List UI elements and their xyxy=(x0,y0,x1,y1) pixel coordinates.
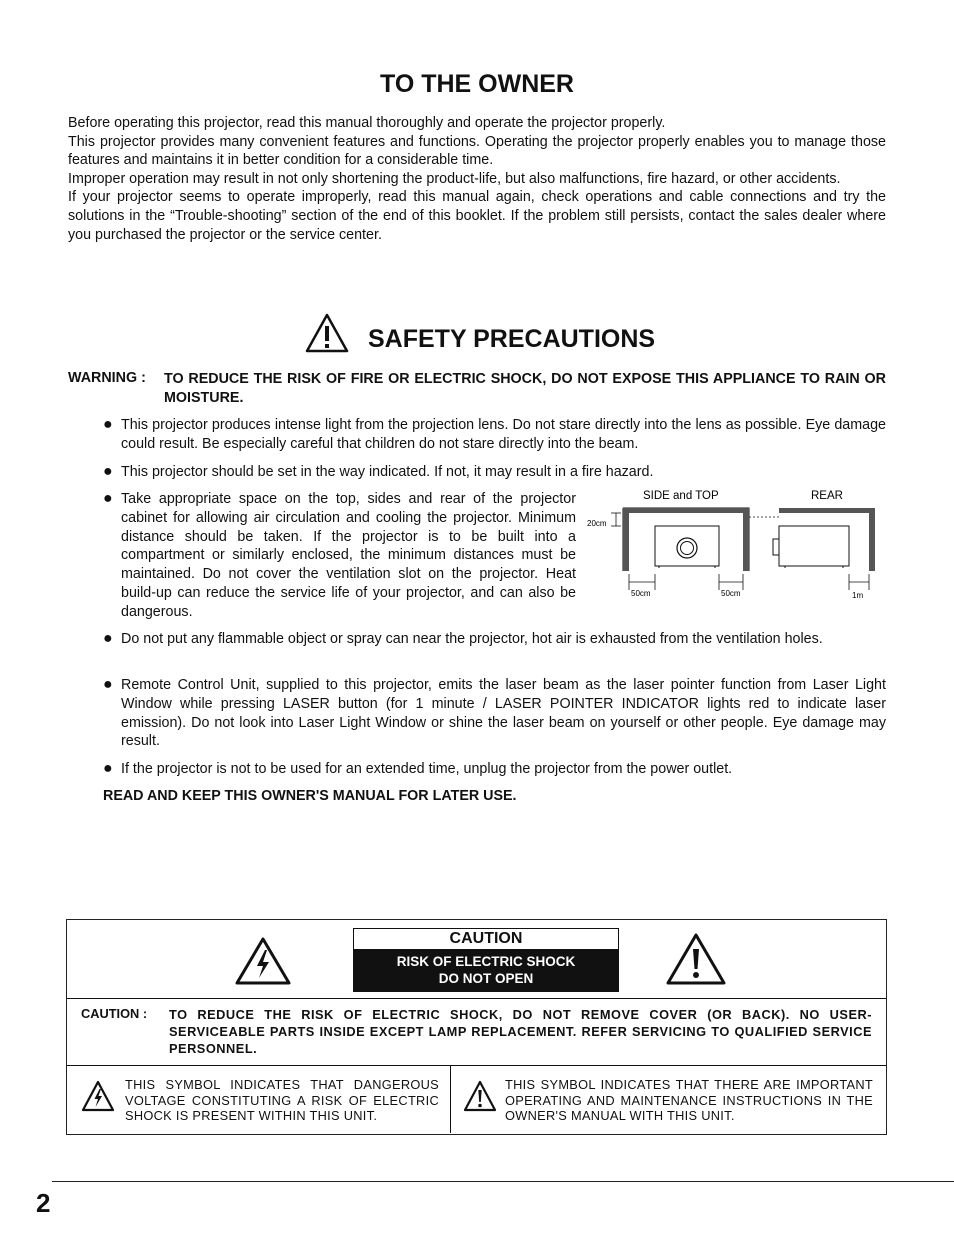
bullet-dot: ● xyxy=(103,760,113,777)
diagram-rear-label: REAR xyxy=(811,490,843,502)
warning-text: TO REDUCE THE RISK OF FIRE OR ELECTRIC SHOCK, DO NOT EXPOSE THIS APPLIANCE TO RAIN OR MOISTURE. xyxy=(164,371,886,406)
bullet-dot: ● xyxy=(103,416,113,433)
exclamation-symbol-description: THIS SYMBOL INDICATES THAT THERE ARE IMPORTANT OPERATING AND MAINTENANCE INSTRUCTIONS IN THE OWNER'S MANUAL WITH THIS UNIT. xyxy=(505,1077,873,1124)
clearance-diagram xyxy=(585,486,885,606)
bullet-dot: ● xyxy=(103,463,113,480)
bullet-dot: ● xyxy=(103,490,113,507)
owner-intro xyxy=(68,114,886,244)
keep-manual-note: READ AND KEEP THIS OWNER'S MANUAL FOR LATER USE. xyxy=(103,788,517,804)
diagram-right-gap: 50cm xyxy=(721,589,741,598)
bullet-item: If the projector is not to be used for an extended time, unplug the projector from the power outlet. xyxy=(121,761,733,777)
footer-rule xyxy=(52,1181,954,1182)
divider xyxy=(450,1065,451,1133)
diagram-top-gap: 20cm xyxy=(587,519,607,528)
bullet-dot: ● xyxy=(103,676,113,693)
caution-label-warning xyxy=(354,949,618,991)
divider xyxy=(67,1065,886,1066)
bullet-item: Remote Control Unit, supplied to this projector, emits the laser beam as the laser pointer function from Laser Light Window while pressing LASER button (for 1 minute / LASER POINTER INDICATOR lights red to indicate laser emission). Do not look into Laser Light Window or shine the laser beam on yourself or other people. Eye damage may result. xyxy=(121,677,886,750)
warning-label: WARNING : xyxy=(68,370,146,386)
bullet-item: This projector produces intense light from the projection lens. Do not stare directly into the lens as possible. Eye damage could result. Be especially careful that children do not stare directly into the beam. xyxy=(121,417,886,452)
owner-title: TO THE OWNER xyxy=(380,70,574,98)
caution-label-line1: RISK OF ELECTRIC SHOCK xyxy=(396,954,576,969)
diagram-side-top-label: SIDE and TOP xyxy=(643,490,719,502)
divider xyxy=(67,998,886,999)
bullet-item: Do not put any flammable object or spray can near the projector, hot air is exhausted from the ventilation holes. xyxy=(121,631,823,647)
exclamation-triangle-icon xyxy=(665,932,727,991)
caution-label xyxy=(353,928,619,992)
owner-paragraph: This projector provides many convenient features and functions. Operating the projector properly enables you to manage those features and maintains it in better condition for a considerable time. xyxy=(68,133,886,169)
diagram-left-gap: 50cm xyxy=(631,589,651,598)
bullet-dot: ● xyxy=(103,630,113,647)
bullet-item: Take appropriate space on the top, sides and rear of the projector cabinet for allowing air circulation and cooling the projector. Minimum distance should be taken. If the projector is to be built into a compartment or similarly enclosed, the minimum distances must be maintained. Do not cover the ventilation slot on the projector. Heat build-up can reduce the service life of your projector, and can also be dangerous. xyxy=(121,491,576,620)
owner-paragraph: If your projector seems to operate improperly, read this manual again, check operations and cable connections and try the solutions in the “Trouble-shooting” section of the end of this booklet. If the problem still persists, contact the sales dealer where you purchased the projector or the service center. xyxy=(68,189,886,243)
owner-paragraph: Before operating this projector, read this manual thoroughly and operate the projector properly. xyxy=(68,115,666,131)
voltage-symbol-description: THIS SYMBOL INDICATES THAT DANGEROUS VOLTAGE CONSTITUTING A RISK OF ELECTRIC SHOCK IS PRESENT WITHIN THIS UNIT. xyxy=(125,1077,439,1124)
safety-title: SAFETY PRECAUTIONS xyxy=(368,325,656,353)
lightning-triangle-icon xyxy=(234,936,292,991)
diagram-rear-gap: 1m xyxy=(852,591,864,600)
bullet-item: This projector should be set in the way indicated. If not, it may result in a fire hazard. xyxy=(121,464,654,480)
page-number: 2 xyxy=(36,1188,51,1218)
caution-text: TO REDUCE THE RISK OF ELECTRIC SHOCK, DO NOT REMOVE COVER (OR BACK). NO USER-SERVICEABLE PARTS INSIDE EXCEPT LAMP REPLACEMENT. REFER SERVICING TO QUALIFIED SERVICE PERSONNEL. xyxy=(169,1007,872,1056)
caution-text-label: CAUTION : xyxy=(81,1006,148,1021)
caution-label-line2: DO NOT OPEN xyxy=(438,971,534,986)
caution-label-title: CAUTION xyxy=(449,930,523,947)
lightning-triangle-icon xyxy=(81,1080,115,1117)
caution-box xyxy=(66,919,887,1135)
owner-paragraph: Improper operation may result in not only shortening the product-life, but also malfunctions, fire hazard, or other accidents. xyxy=(68,170,841,187)
exclamation-triangle-icon xyxy=(463,1080,497,1117)
warning-triangle-icon xyxy=(305,313,349,358)
